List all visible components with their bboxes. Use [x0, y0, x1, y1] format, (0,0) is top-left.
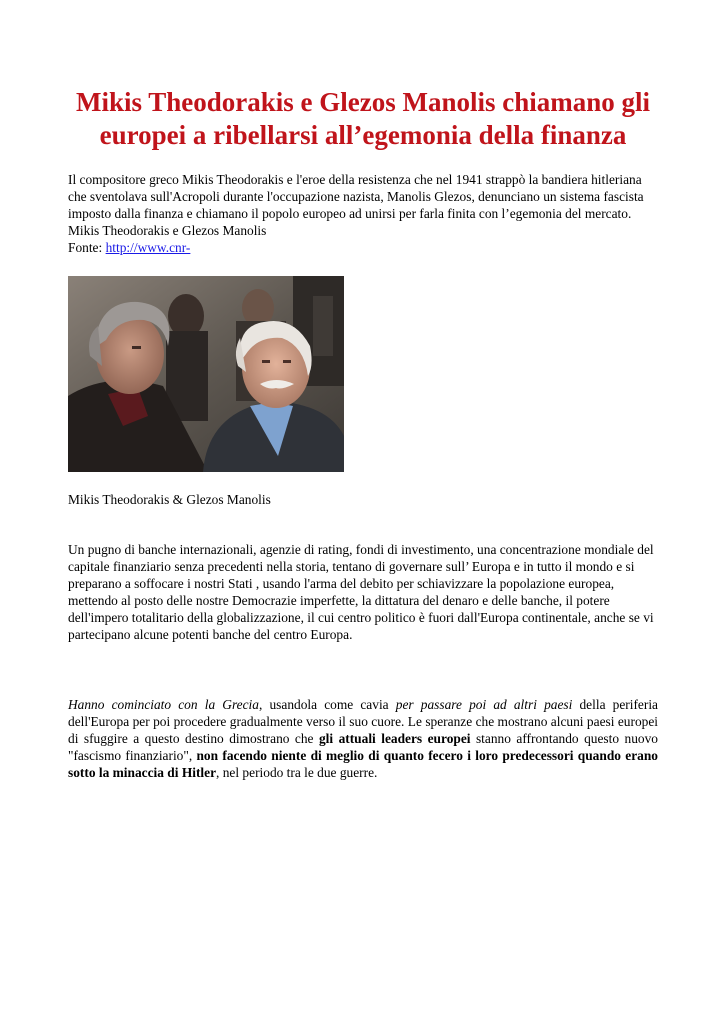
photo-caption: Mikis Theodorakis & Glezos Manolis: [68, 492, 271, 507]
photo-illustration: [68, 276, 344, 472]
intro-block: [68, 171, 658, 256]
paragraph-greece: [68, 696, 658, 781]
source-label: Fonte:: [68, 240, 103, 255]
p2-text-1: , usandola come cavia: [258, 697, 396, 712]
photo-theodorakis-glezos: [68, 276, 344, 472]
p2-bold-hitler: non facendo niente di meglio di quanto fecero i loro predecessori quando erano sotto la minaccia di Hitler: [68, 748, 658, 780]
p2-bold-leaders: gli attuali leaders europei: [318, 731, 471, 746]
intro-names: Mikis Theodorakis e Glezos Manolis: [68, 223, 267, 238]
p2-text-3: stanno affrontando questo nuovo "fascismo finanziario",: [68, 731, 658, 763]
document-page: [68, 86, 658, 781]
p2-italic-other-countries: per passare poi ad altri paesi: [395, 697, 573, 712]
p2-italic-greece: Hanno cominciato con la Grecia: [68, 697, 259, 712]
p2-text-4: , nel periodo tra le due guerre.: [216, 765, 378, 780]
source-link[interactable]: http://www.cnr-: [105, 240, 191, 255]
paragraph-banks: Un pugno di banche internazionali, agenzie di rating, fondi di investimento, una concentrazione mondiale del capitale finanziario senza precedenti nella storia, tentano di governare sull’ Europa e in tutto il mondo e si preparano a soffocare i nostri Stati , usando l'arma del debito per schiavizzare la popolazione europea, mettendo al posto delle nostre Democrazie imperfette, la dittatura del denaro e delle banche, il potere dell'impero totalitario della globalizzazione, il cui centro politico è fuori dall'Europa continentale, anche se vi partecipano alcune potenti banche del centro Europa.: [68, 542, 654, 642]
source-line: [68, 239, 658, 256]
article-title: Mikis Theodorakis e Glezos Manolis chiamano gli europei a ribellarsi all’egemonia della finanza: [75, 87, 651, 150]
intro-summary: Il compositore greco Mikis Theodorakis e l'eroe della resistenza che nel 1941 strappò la bandiera hitleriana che sventolava sull'Acropoli durante l'occupazione nazista, Manolis Glezos, denunciano un sistema fascista imposto dalla finanza e chiamano il popolo europeo ad unirsi per farla finita con l’egemonia del mercato.: [68, 172, 644, 221]
p2-text-2: della periferia dell'Europa per poi procedere gradualmente verso il suo cuore. Le speranze che mostrano alcuni paesi europei di sfuggire a questo destino dimostrano che: [68, 697, 659, 746]
